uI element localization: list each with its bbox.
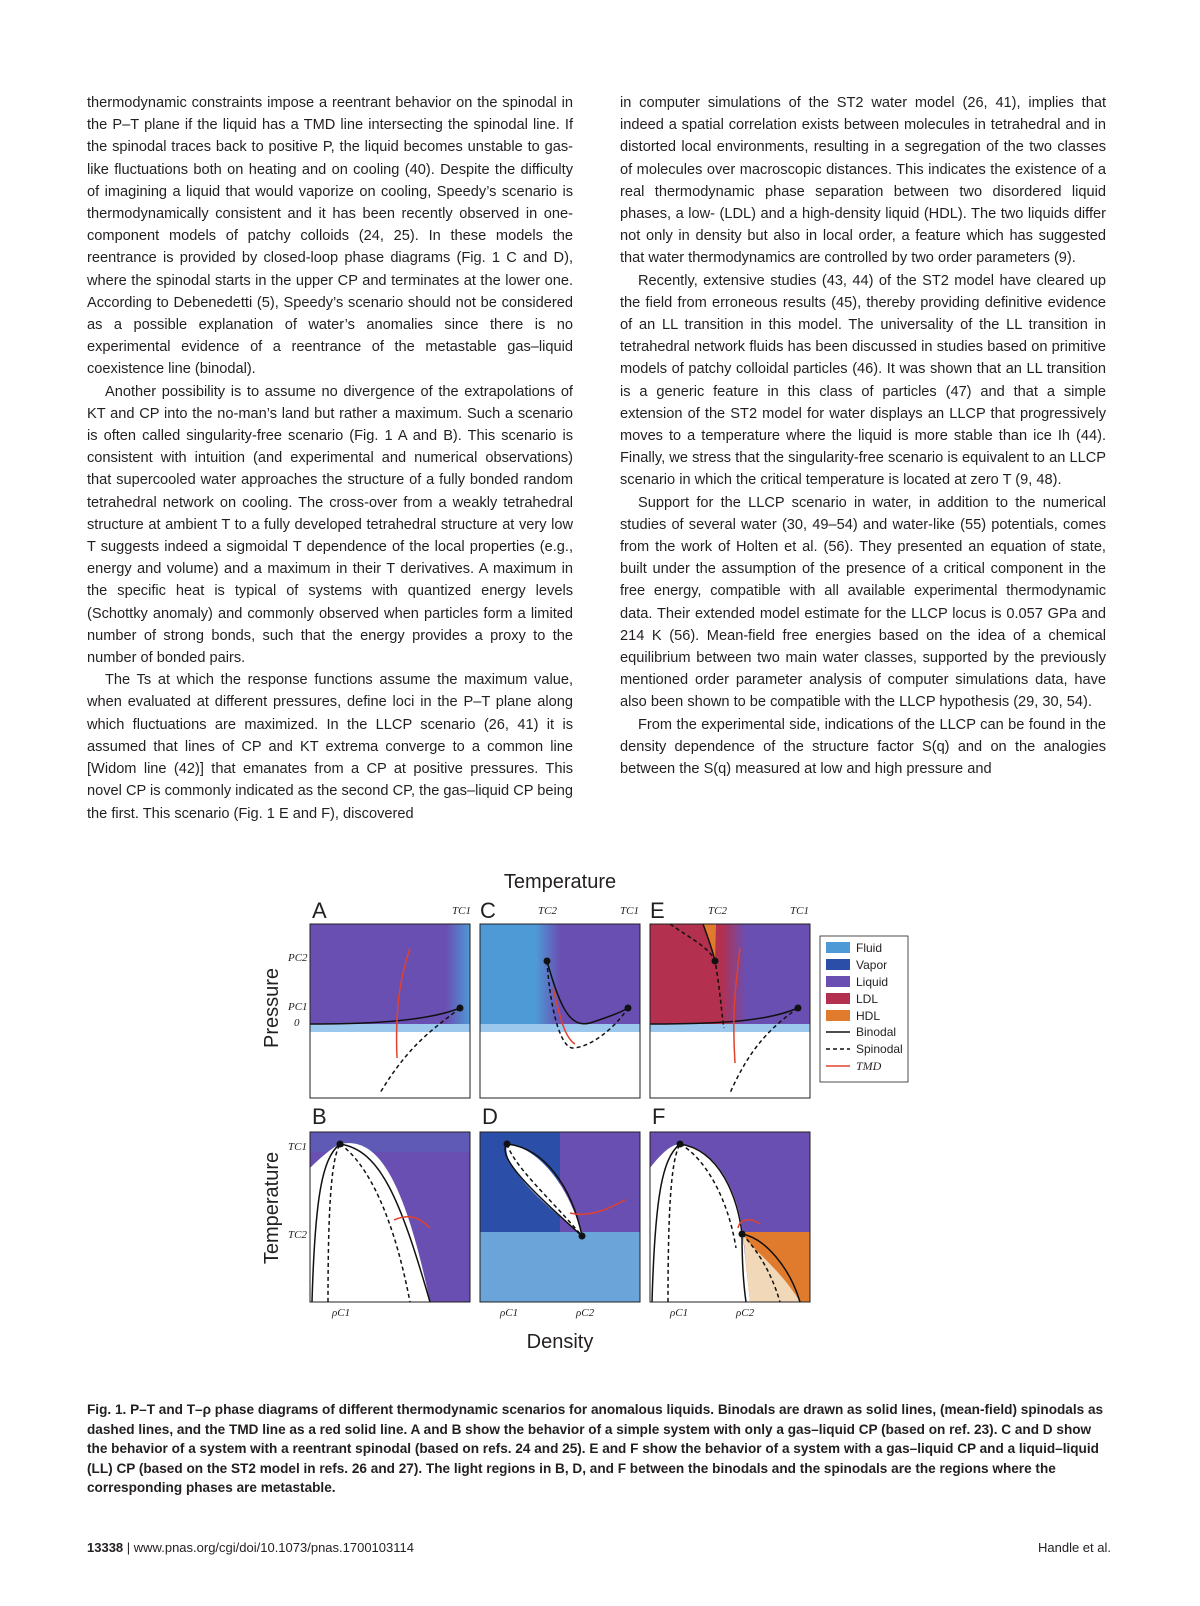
footer-authors: Handle et al. (1038, 1540, 1111, 1555)
panel-f-cp1 (677, 1141, 684, 1148)
panel-a-vapor-band (310, 1024, 470, 1032)
legend-vapor: Vapor (856, 958, 888, 972)
legend-swatch-hdl (826, 1010, 850, 1021)
legend-swatch-fluid (826, 942, 850, 953)
caption-lead: Fig. 1. (87, 1402, 127, 1417)
panel-e-tc2: TC2 (708, 905, 727, 917)
page-footer (87, 1540, 1111, 1555)
legend-swatch-liquid (826, 976, 850, 987)
temperature-axis-title: Temperature (261, 1151, 283, 1265)
left-paragraph-1: thermodynamic constraints impose a reentrant behavior on the spinodal in the P–T plane if the liquid has a TMD line intersecting the spinodal line. If the spinodal traces back to positive P, the liquid becomes unstable to gas-like fluctuations both on heating and on cooling (40). Despite the difficulty of imagining a liquid that would vaporize on cooling, Speedy’s scenario is thermodynamically consistent and it has been recently observed in one-component models of patchy colloids (24, 25). In these models the reentrance is provided by closed-loop phase diagrams (Fig. 1 C and D), where the spinodal starts in the upper CP and terminates at the lower one. According to Debenedetti (5), Speedy’s scenario should not be considered as a possible explanation of water’s anomalies since there is no experimental evidence of a reentrance of the metastable gas–liquid coexistence line (binodal). (87, 95, 573, 378)
panel-a-label: A (312, 898, 327, 923)
panel-e-label: E (650, 898, 665, 923)
legend-spinodal: Spinodal (856, 1042, 903, 1056)
panel-c-tc2: TC2 (538, 905, 557, 917)
panel-c-vapor-band (480, 1024, 640, 1032)
panel-e-liquid-region (650, 924, 810, 1024)
bottom-axis-title: Density (526, 1331, 594, 1353)
panel-b-tc1: TC1 (288, 1141, 307, 1153)
legend-swatch-vapor (826, 959, 850, 970)
panel-a-zero: 0 (294, 1017, 300, 1029)
panel-b-cp (337, 1141, 344, 1148)
panel-f-label: F (652, 1104, 666, 1129)
figure-1 (260, 868, 920, 1358)
panel-f-cp2 (739, 1231, 746, 1238)
panel-a-cp (457, 1005, 464, 1012)
legend-swatch-ldl (826, 993, 850, 1004)
panel-d (480, 1104, 640, 1319)
pressure-axis-title: Pressure (261, 967, 283, 1049)
figure-caption (87, 1400, 1111, 1498)
legend-binodal: Binodal (856, 1025, 897, 1039)
right-paragraph-2: Recently, extensive studies (43, 44) of the ST2 model have cleared up the field from erroneous results (45), thereby providing definitive evidence of an LL transition in this model. The universality of the LL transition in tetrahedral network fluids has been discussed in studies based on primitive models of patchy colloidal particles (46). It was shown that an LL transition is a generic feature in this class of particles (47) and that a simple extension of the ST2 model for water displays an LLCP that progressively moves to a temperature where the liquid is more stable than ice Ih (44). Finally, we stress that the singularity-free scenario is equivalent to an LLCP scenario in which the critical temperature is located at zero T (9, 48). (620, 272, 1106, 489)
panel-b-rho1: ρC1 (332, 1307, 351, 1319)
panel-d-cp2 (579, 1233, 586, 1240)
panel-a-tc1: TC1 (452, 905, 471, 917)
panel-d-rho1: ρC1 (500, 1307, 519, 1319)
panel-e-cp2 (712, 958, 719, 965)
right-paragraph-3: Support for the LLCP scenario in water, in addition to the numerical studies of several water (30, 49–54) and water-like (55) potentials, comes from the work of Holten et al. (56). They presented an equation of state, built under the assumption of the presence of a critical component in the free energy, compatible with all available experimental thermodynamic data. Their extended model estimate for the LLCP locus is 0.057 GPa and 214 K (56). Mean-field free energies based on the idea of a chemical equilibrium between two main water classes, supported by the previously mentioned order parameter analysis of computer simulations data, have also been shown to be compatible with the LLCP hypothesis (29, 30, 54). (620, 494, 1106, 711)
legend-fluid: Fluid (856, 941, 883, 955)
panel-d-fluid-region (480, 1232, 640, 1302)
legend-ldl: LDL (856, 992, 879, 1006)
panel-c-liquid-region (480, 924, 640, 1024)
footer-separator: | (126, 1540, 134, 1555)
right-text-column (620, 92, 1106, 780)
panel-e (650, 898, 810, 1098)
panel-a-liquid-region (310, 924, 470, 1024)
footer-doi[interactable]: www.pnas.org/cgi/doi/10.1073/pnas.1700103114 (133, 1540, 414, 1555)
page-number: 13338 (87, 1540, 124, 1555)
panel-f (650, 1104, 810, 1319)
panel-a (287, 898, 471, 1098)
panel-e-white (650, 1032, 810, 1098)
panel-b (288, 1104, 470, 1319)
legend-tmd: TMD (856, 1059, 882, 1073)
legend-hdl: HDL (856, 1009, 881, 1023)
phase-diagram-figure (260, 868, 920, 1358)
panel-c-label: C (480, 898, 496, 923)
panel-a-pc1: PC1 (288, 1001, 308, 1013)
panel-b-tc2: TC2 (288, 1229, 307, 1241)
panel-d-label: D (482, 1104, 498, 1129)
panel-e-tc1: TC1 (790, 905, 809, 917)
panel-d-rho2: ρC2 (576, 1307, 595, 1319)
legend (820, 936, 908, 1082)
caption-text: P–T and T–ρ phase diagrams of different thermodynamic scenarios for anomalous liquids. Binodals are drawn as solid lines, (mean-field) spinodals as dashed lines, and the TMD line as a red solid line. A and B show the behavior of a simple system with only a gas–liquid CP (based on ref. 23). C and D show the behavior of a system with a reentrant spinodal (based on refs. 24 and 25). E and F show the behavior of a system with a gas–liquid CP and a liquid–liquid (LL) CP (based on the ST2 model in refs. 26 and 27). The light regions in B, D, and F between the binodals and the spinodals are the regions where the corresponding phases are metastable. (87, 1402, 1104, 1495)
left-paragraph-3: The Ts at which the response functions assume the maximum value, when evaluated at different pressures, define loci in the P–T plane along which fluctuations are maximized. In the LLCP scenario (26, 41) it is assumed that lines of CP and KT extrema converge to a common line [Widom line (42)] that emanates from a CP at positive pressures. This novel CP is commonly indicated as the second CP, the gas–liquid CP being the first. This scenario (Fig. 1 E and F), discovered (87, 672, 573, 822)
panel-f-rho1: ρC1 (670, 1307, 689, 1319)
left-text-column (87, 92, 573, 825)
panel-c-white (480, 1032, 640, 1098)
panel-b-label: B (312, 1104, 327, 1129)
panel-c-cp2 (544, 958, 551, 965)
panel-a-pc2: PC2 (288, 952, 308, 964)
left-paragraph-2: Another possibility is to assume no divergence of the extrapolations of KT and CP into the no-man’s land but rather a maximum. Such a scenario is often called singularity-free scenario (Fig. 1 A and B). This scenario is consistent with intuition (and experimental and numerical observations) that supercooled water approaches the structure of a fully bonded random tetrahedral network on cooling. The cross-over from a weakly tetrahedral structure at ambient T to a fully developed tetrahedral structure at very low T suggests indeed a sigmoidal T dependence of the local properties (e.g., energy and volume) and a maximum in their T derivatives. A maximum in the specific heat is typical of systems with quantized energy levels (Schottky anomaly) and commonly observed when particles form a limited number of strong bonds, such that the energy provides a proxy to the number of bonded pairs. (87, 383, 573, 667)
top-axis-title: Temperature (503, 871, 617, 893)
panel-d-cp1 (504, 1141, 511, 1148)
panel-e-cp1 (795, 1005, 802, 1012)
panel-e-vapor-band (650, 1024, 810, 1032)
panel-c (480, 898, 640, 1098)
right-paragraph-1: in computer simulations of the ST2 water model (26, 41), implies that indeed a spatial correlation exists between molecules in tetrahedral and in distorted local environments, resulting in a segregation of the two classes of molecules over macroscopic distances. This indicates the existence of a real thermodynamic phase separation between two disordered liquid phases, a low- (LDL) and a high-density liquid (HDL). The two liquids differ not only in density but also in local order, a feature which has suggested that water thermodynamics are controlled by two order parameters (9). (620, 95, 1106, 267)
right-paragraph-4: From the experimental side, indications of the LLCP can be found in the density dependence of the structure factor S(q) and on the analogies between the S(q) measured at low and high pressure and (620, 716, 1106, 778)
panel-a-white (310, 1032, 470, 1098)
panel-c-cp1 (625, 1005, 632, 1012)
panel-c-tc1: TC1 (620, 905, 639, 917)
legend-liquid: Liquid (856, 975, 889, 989)
panel-f-rho2: ρC2 (736, 1307, 755, 1319)
